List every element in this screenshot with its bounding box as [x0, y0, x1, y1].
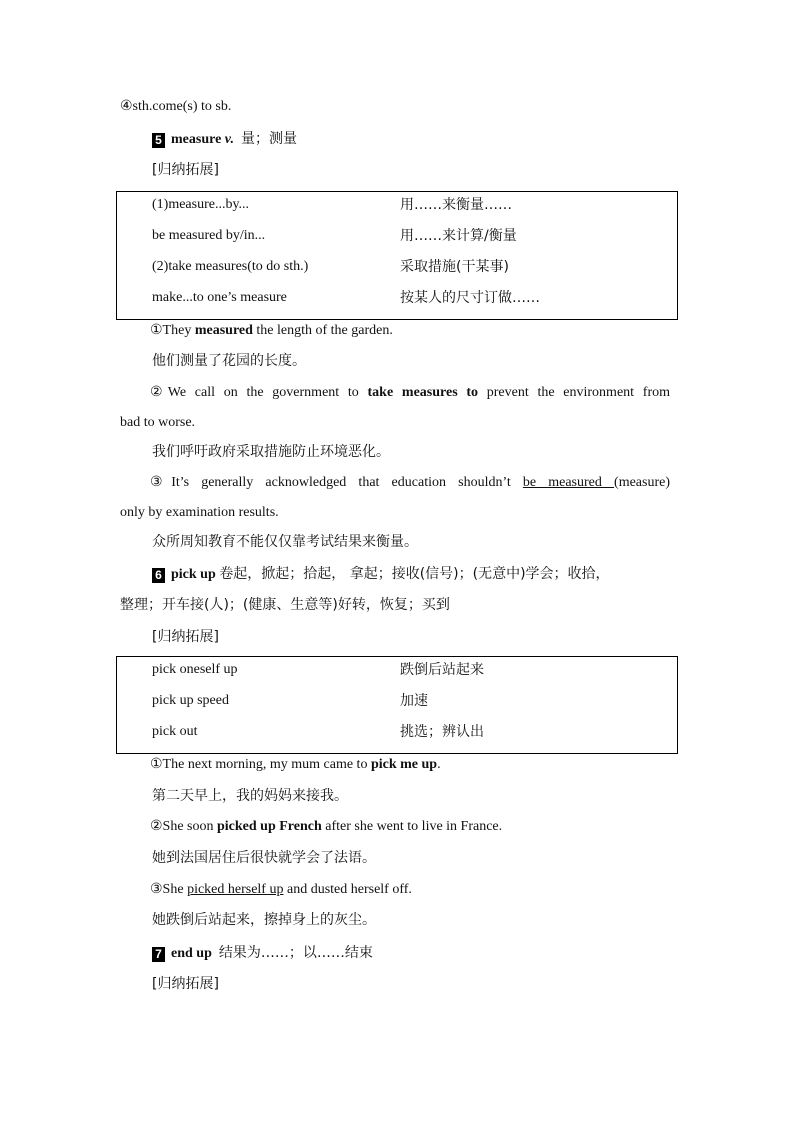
example-sentence: ②She soon picked up French after she went to live in France. — [150, 819, 503, 834]
phrase-en: (2)take measures(to do sth.) — [152, 259, 309, 274]
section-7-heading — [152, 943, 373, 964]
table-row — [152, 691, 667, 711]
phrase-table — [116, 191, 678, 320]
table-row — [152, 226, 667, 246]
table-row — [152, 722, 667, 742]
table-row — [152, 257, 667, 277]
phrase-en: (1)measure...by... — [152, 197, 250, 212]
headword-meaning: 量；测量 — [241, 131, 297, 147]
expand-label: [归纳拓展] — [152, 162, 219, 178]
example-sentence-cont: bad to worse. — [120, 415, 196, 430]
phrase-en: be measured by/in... — [152, 228, 266, 243]
headword-meaning: 结果为……；以……结束 — [218, 945, 373, 961]
example-translation: 她到法国居住后很快就学会了法语。 — [152, 850, 376, 866]
example-sentence-cont: only by examination results. — [120, 505, 279, 520]
phrase-cn: 用……来计算/衡量 — [400, 228, 517, 244]
expand-label: [归纳拓展] — [152, 629, 219, 645]
table-row — [152, 288, 667, 308]
example-sentence: ③She picked herself up and dusted herself off. — [150, 882, 412, 897]
phrase-cn: 加速 — [400, 693, 428, 709]
section-6-heading — [152, 564, 610, 585]
headword: measure — [171, 132, 222, 147]
example-translation: 我们呼吁政府采取措施防止环境恶化。 — [152, 444, 390, 460]
example-sentence: ①They measured the length of the garden. — [150, 323, 393, 338]
headword: pick up — [171, 567, 216, 582]
phrase-en: pick up speed — [152, 693, 229, 708]
example-sentence: ①The next morning, my mum came to pick me up. — [150, 757, 441, 772]
part-of-speech: v. — [224, 132, 234, 147]
headword: end up — [171, 946, 212, 961]
example-translation: 众所周知教育不能仅仅靠考试结果来衡量。 — [152, 534, 418, 550]
section-number-badge: 6 — [152, 568, 165, 583]
example-translation: 他们测量了花园的长度。 — [152, 353, 306, 369]
phrase-cn: 采取措施(干某事) — [400, 259, 509, 275]
phrase-cn: 按某人的尺寸订做…… — [400, 290, 540, 306]
intro-line: ④sth.come(s) to sb. — [120, 99, 232, 114]
example-translation: 她跌倒后站起来，擦掉身上的灰尘。 — [152, 912, 376, 928]
section-number-badge: 5 — [152, 133, 165, 148]
phrase-en: pick oneself up — [152, 662, 238, 677]
example-translation: 第二天早上，我的妈妈来接我。 — [152, 788, 348, 804]
underlined-phrase: picked herself up — [187, 882, 284, 897]
phrase-en: make...to one’s measure — [152, 290, 287, 305]
table-row — [152, 660, 667, 680]
answer-blank: be measured — [522, 475, 615, 490]
expand-label: [归纳拓展] — [152, 976, 219, 992]
phrase-table — [116, 656, 678, 754]
section-5-heading — [152, 129, 297, 150]
phrase-cn: 用……来衡量…… — [400, 197, 512, 213]
example-sentence: ③It’s generally acknowledged that education shouldn’t be measured (measure) — [150, 475, 670, 490]
section-number-badge: 7 — [152, 947, 165, 962]
example-sentence: ②We call on the government to take measures to prevent the environment from — [150, 385, 670, 400]
table-row — [152, 195, 667, 215]
headword-meaning-cont: 整理；开车接(人)；(健康、生意等)好转，恢复；买到 — [120, 597, 450, 613]
phrase-cn: 跌倒后站起来 — [400, 662, 484, 678]
phrase-cn: 挑选；辨认出 — [400, 724, 484, 740]
headword-meaning: 卷起，掀起；拾起， 拿起；接收(信号)；(无意中)学会；收拾， — [219, 566, 610, 582]
phrase-en: pick out — [152, 724, 198, 739]
